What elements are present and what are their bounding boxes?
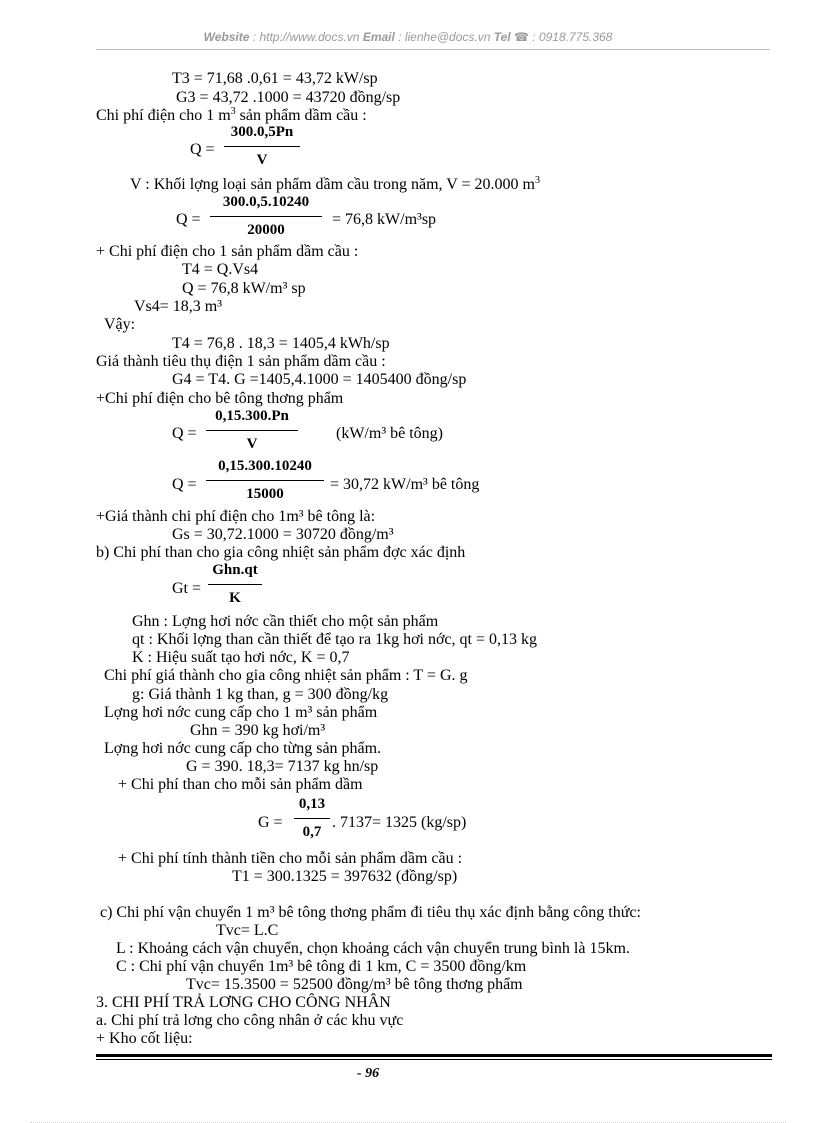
- line-electric-cost-m3: Chi phí điện cho 1 $m^3$ sản phẩm dầm cầu :: [96, 106, 367, 124]
- fraction-bar: [210, 216, 322, 217]
- tel-number: ☎ : 0918.775.368: [510, 30, 613, 44]
- line-aggregate-store: + Kho cốt liệu:: [96, 1030, 193, 1047]
- line-l-def: L : Khoảng cách vận chuyển, chọn khoảng cách vận chuyển trung bình là 15km.: [116, 940, 630, 957]
- line-t1-value: T1 = 300.1325 = 397632 (đồng/sp): [232, 868, 458, 885]
- header-divider: [96, 49, 770, 50]
- formula-gt: Gt = Ghn.qt K: [172, 562, 292, 612]
- line-t3: T3 = 71,68 .0,61 = 43,72 kW/sp: [172, 70, 378, 87]
- formula-denominator: K: [229, 590, 241, 606]
- formula-q-concrete: Q = 0,15.300.Pn V (kW/m³ bê tông): [172, 408, 443, 452]
- formula-q-concrete-value: Q = 0,15.300.10240 15000 = 30,72 kW/m³ bê tông: [172, 458, 480, 502]
- line-k-def: K : Hiệu suất tạo hơi nớc, K = 0,7: [132, 649, 350, 666]
- footer-rule-thin: [96, 1059, 772, 1060]
- formula-numerator: Ghn.qt: [212, 562, 258, 578]
- line-steam-m3: Lợng hơi nớc cung cấp cho 1 m³ sản phẩm: [104, 704, 378, 721]
- line-g-value: G = 390. 18,3= 7137 kg hn/sp: [186, 758, 379, 775]
- line-ghn-def: Ghn : Lợng hơi nớc cần thiết cho một sản phẩm: [132, 613, 439, 630]
- line-g3: G3 = 43,72 .1000 = 43720 đồng/sp: [176, 89, 401, 106]
- section-b-heading: b) Chi phí than cho gia công nhiệt sản phẩm đợc xác định: [96, 544, 466, 561]
- fraction-bar: [294, 818, 330, 819]
- fraction-bar: [224, 146, 300, 147]
- formula-denominator: 0,7: [302, 824, 322, 840]
- formula-numerator: 0,15.300.10240: [218, 458, 312, 474]
- line-ghn-value: Ghn = 390 kg hơi/m³: [190, 722, 326, 739]
- formula-numerator: 0,13: [298, 796, 326, 812]
- line-coal-cost-heading: + Chi phí than cho mỗi sản phẩm dầm: [118, 776, 363, 793]
- formula-numerator: 300.0,5.10240: [222, 194, 310, 210]
- website-url: : http://www.docs.vn: [249, 30, 363, 44]
- footer-rule-thick: [96, 1054, 772, 1057]
- line-heat-cost: Chi phí giá thành cho gia công nhiệt sản phẩm : T = G. g: [104, 667, 468, 684]
- line-gs: Gs = 30,72.1000 = 30720 đồng/m³: [172, 526, 394, 543]
- formula-denominator: 15000: [246, 486, 284, 502]
- fraction-bar: [206, 430, 298, 431]
- formula-denominator: V: [246, 436, 258, 452]
- line-electric-cost-unit: + Chi phí điện cho 1 sản phẩm dầm cầu :: [96, 243, 359, 260]
- line-g4: G4 = T4. G =1405,4.1000 = 1405400 đồng/sp: [172, 371, 467, 388]
- line-vay: Vậy:: [104, 316, 136, 333]
- section-3a-heading: a. Chi phí trả lơng cho công nhân ở các khu vực: [96, 1012, 404, 1029]
- line-tvc-formula: Tvc= L.C: [216, 922, 279, 939]
- line-consumption-price: Giá thành tiêu thụ điện 1 sản phẩm dầm cầu :: [96, 353, 386, 370]
- fraction-bar: [208, 584, 262, 585]
- formula-denominator: 20000: [247, 222, 285, 238]
- line-c-def: C : Chi phí vận chuyển 1m³ bê tông đi 1 km, C = 3500 đồng/km: [116, 958, 527, 975]
- tel-label: Tel: [493, 30, 511, 44]
- line-vs4: Vs4= 18,3 m³: [134, 298, 223, 315]
- formula-denominator: V: [256, 152, 268, 168]
- formula-numerator: 0,15.300.Pn: [215, 408, 289, 424]
- line-qt-def: qt : Khối lợng than cần thiết để tạo ra 1kg hơi nớc, qt = 0,13 kg: [132, 631, 537, 648]
- line-concrete-electric: +Chi phí điện cho bê tông thơng phẩm: [96, 390, 344, 407]
- line-coal-price: g: Giá thành 1 kg than, g = 300 đồng/kg: [132, 686, 389, 703]
- section-c-heading: c) Chi phí vận chuyển 1 m³ bê tông thơng phẩm đi tiêu thụ xác định bằng công thức:: [100, 904, 641, 921]
- website-label: Website: [203, 30, 250, 44]
- section-3-heading: 3. CHI PHÍ TRẢ LƠNG CHO CÔNG NHÂN: [96, 994, 391, 1011]
- line-t4-value: T4 = 76,8 . 18,3 = 1405,4 kWh/sp: [172, 335, 390, 352]
- page-number: - 96: [356, 1066, 380, 1081]
- email-label: Email: [362, 30, 395, 44]
- line-steam-product: Lợng hơi nớc cung cấp cho từng sản phẩm.: [104, 740, 382, 757]
- line-t4-formula: T4 = Q.Vs4: [182, 261, 259, 278]
- formula-g-coal: G = 0,13 0,7 . 7137= 1325 (kg/sp): [258, 796, 467, 840]
- email-address: : lienhe@docs.vn: [394, 30, 494, 44]
- formula-numerator: 300.0,5Pn: [230, 124, 294, 140]
- line-concrete-price: +Giá thành chi phí điện cho 1m³ bê tông là:: [96, 508, 376, 525]
- line-money-heading: + Chi phí tính thành tiền cho mỗi sản phẩm dầm cầu :: [118, 850, 463, 867]
- line-q-value: Q = 76,8 kW/m³ sp: [182, 280, 306, 297]
- formula-q-general: Q = 300.0,5Pn V: [190, 124, 300, 174]
- fraction-bar: [206, 480, 324, 481]
- page-header: [0, 30, 816, 44]
- line-volume-def: V : Khối lợng loại sản phẩm dầm cầu trong năm, V = 20.000 $m^3$: [130, 175, 540, 193]
- formula-q-value: Q = 300.0,5.10240 20000 = 76,8 kW/m³sp: [176, 194, 437, 238]
- line-tvc-value: Tvc= 15.3500 = 52500 đồng/m³ bê tông thơng phẩm: [186, 976, 523, 993]
